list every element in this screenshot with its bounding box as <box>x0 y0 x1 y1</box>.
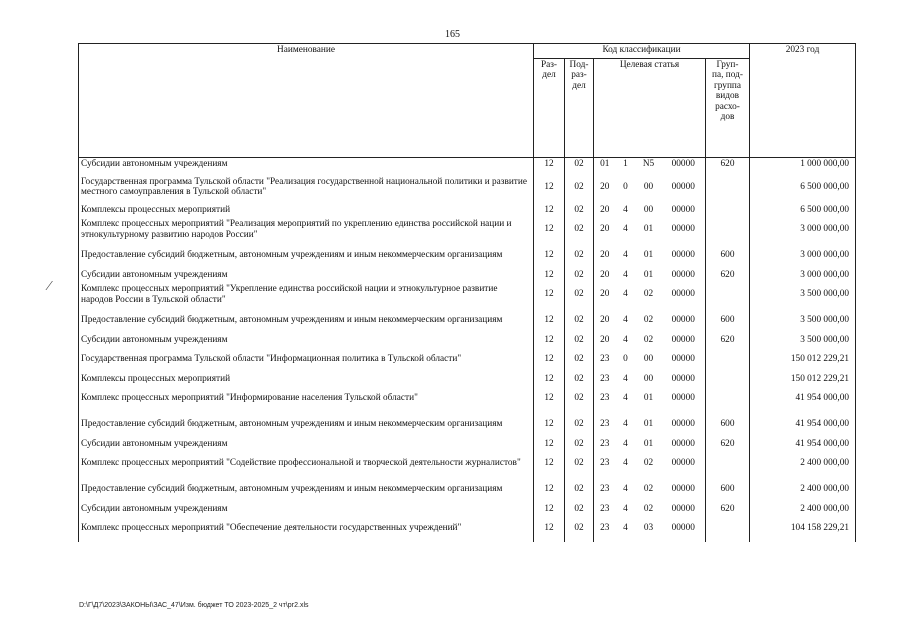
table-row <box>79 516 856 542</box>
row-target-type: 4 <box>623 419 628 430</box>
table-row <box>79 308 856 334</box>
row-target-type: 1 <box>623 159 628 170</box>
row-razdel: 12 <box>534 217 565 243</box>
table-row <box>79 386 856 412</box>
row-target-event: 02 <box>643 315 654 326</box>
row-amount: 6 500 000,00 <box>750 204 856 217</box>
row-razdel: 12 <box>534 451 565 477</box>
row-target-program: 23 <box>600 458 610 469</box>
row-amount: 2 400 000,00 <box>750 477 856 503</box>
row-target-type: 4 <box>623 393 628 404</box>
row-target-program: 23 <box>600 373 610 384</box>
table-row <box>79 438 856 451</box>
row-name: Комплекс процессных мероприятий "Обеспечение деятельности государственных учреждений" <box>79 516 534 542</box>
row-razdel: 12 <box>534 282 565 308</box>
row-podrazdel: 02 <box>565 477 594 503</box>
row-target-program: 20 <box>600 269 610 280</box>
row-expense-type <box>706 282 750 308</box>
row-target-program: 20 <box>600 224 610 235</box>
row-expense-type <box>706 386 750 412</box>
row-name: Субсидии автономным учреждениям <box>79 334 534 347</box>
row-expense-type <box>706 347 750 373</box>
row-target-event: 01 <box>643 419 654 430</box>
row-target-program: 20 <box>600 250 610 261</box>
row-expense-type: 620 <box>706 503 750 516</box>
row-target-type: 4 <box>623 315 628 326</box>
table-row <box>79 282 856 308</box>
row-target-event: 00 <box>643 354 654 365</box>
row-expense-type: 620 <box>706 269 750 282</box>
row-amount: 3 000 000,00 <box>750 269 856 282</box>
header-podrazdel: Под- раз- дел <box>565 59 594 158</box>
row-name: Комплекс процессных мероприятий "Реализация мероприятий по укреплению единства российской нации и этнокультурному развитию народов России" <box>79 217 534 243</box>
row-expense-type <box>706 451 750 477</box>
row-amount: 41 954 000,00 <box>750 412 856 438</box>
row-target-type: 0 <box>623 354 628 365</box>
row-name: Предоставление субсидий бюджетным, автономным учреждениям и иным некоммерческим организациям <box>79 412 534 438</box>
table-row <box>79 171 856 204</box>
row-razdel: 12 <box>534 503 565 516</box>
row-amount: 3 000 000,00 <box>750 217 856 243</box>
row-target-event: 02 <box>643 334 654 345</box>
row-razdel: 12 <box>534 438 565 451</box>
table-row <box>79 243 856 269</box>
row-amount: 3 500 000,00 <box>750 282 856 308</box>
row-expense-type: 600 <box>706 243 750 269</box>
row-target-program: 23 <box>600 484 610 495</box>
row-target-program: 01 <box>600 159 610 170</box>
row-target-direction: 00000 <box>671 438 695 449</box>
row-expense-type <box>706 373 750 386</box>
table-row <box>79 269 856 282</box>
row-target-direction: 00000 <box>671 159 695 170</box>
row-podrazdel: 02 <box>565 243 594 269</box>
row-razdel: 12 <box>534 386 565 412</box>
row-target-direction: 00000 <box>671 354 695 365</box>
row-target-type: 4 <box>623 250 628 261</box>
row-target-direction: 00000 <box>671 458 695 469</box>
row-target-program: 20 <box>600 181 610 192</box>
row-podrazdel: 02 <box>565 204 594 217</box>
row-podrazdel: 02 <box>565 334 594 347</box>
table-row <box>79 217 856 243</box>
row-target-event: N5 <box>642 159 655 170</box>
row-target-type: 4 <box>623 269 628 280</box>
table-row <box>79 347 856 373</box>
row-razdel: 12 <box>534 347 565 373</box>
row-target-direction: 00000 <box>671 393 695 404</box>
row-target-direction: 00000 <box>671 484 695 495</box>
header-target-article: Целевая статья <box>594 59 706 158</box>
row-expense-type <box>706 516 750 542</box>
page-number: 165 <box>445 29 460 40</box>
table-row <box>79 503 856 516</box>
row-target-type: 4 <box>623 458 628 469</box>
row-target-program: 23 <box>600 393 610 404</box>
row-razdel: 12 <box>534 334 565 347</box>
row-target-event: 00 <box>643 373 654 384</box>
row-podrazdel: 02 <box>565 438 594 451</box>
row-name: Предоставление субсидий бюджетным, автономным учреждениям и иным некоммерческим организациям <box>79 477 534 503</box>
row-amount: 3 000 000,00 <box>750 243 856 269</box>
row-target-type: 4 <box>623 438 628 449</box>
row-expense-type: 600 <box>706 477 750 503</box>
row-amount: 41 954 000,00 <box>750 386 856 412</box>
header-code-classification: Код классификации <box>534 44 750 59</box>
row-target-program: 20 <box>600 204 610 215</box>
row-target-type: 4 <box>623 334 628 345</box>
row-target-type: 4 <box>623 373 628 384</box>
row-expense-type: 620 <box>706 438 750 451</box>
row-expense-type <box>706 204 750 217</box>
row-podrazdel: 02 <box>565 503 594 516</box>
row-razdel: 12 <box>534 516 565 542</box>
row-amount: 150 012 229,21 <box>750 373 856 386</box>
row-razdel: 12 <box>534 243 565 269</box>
row-target-event: 01 <box>643 438 654 449</box>
row-target-direction: 00000 <box>671 373 695 384</box>
row-razdel: 12 <box>534 308 565 334</box>
row-target-type: 4 <box>623 484 628 495</box>
row-amount: 2 400 000,00 <box>750 451 856 477</box>
row-amount: 3 500 000,00 <box>750 334 856 347</box>
row-expense-type <box>706 171 750 204</box>
table-row <box>79 451 856 477</box>
row-target-type: 4 <box>623 503 628 514</box>
header-expense-type: Груп- па, под- группа видов расхо- дов <box>706 59 750 158</box>
margin-handwritten-mark: ⁄ <box>48 279 51 294</box>
header-year: 2023 год <box>750 44 856 158</box>
row-podrazdel: 02 <box>565 282 594 308</box>
row-amount: 3 500 000,00 <box>750 308 856 334</box>
row-podrazdel: 02 <box>565 269 594 282</box>
row-name: Предоставление субсидий бюджетным, автономным учреждениям и иным некоммерческим организациям <box>79 308 534 334</box>
row-expense-type <box>706 217 750 243</box>
row-amount: 150 012 229,21 <box>750 347 856 373</box>
row-target-event: 02 <box>643 289 654 300</box>
row-target-direction: 00000 <box>671 181 695 192</box>
row-target-event: 01 <box>643 224 654 235</box>
row-podrazdel: 02 <box>565 451 594 477</box>
row-target-direction: 00000 <box>671 224 695 235</box>
row-razdel: 12 <box>534 171 565 204</box>
row-razdel: 12 <box>534 269 565 282</box>
row-target-program: 23 <box>600 419 610 430</box>
row-podrazdel: 02 <box>565 158 594 171</box>
row-target-event: 01 <box>643 269 654 280</box>
row-target-event: 01 <box>643 393 654 404</box>
row-target-type: 4 <box>623 204 628 215</box>
row-target-program: 23 <box>600 503 610 514</box>
row-target-event: 01 <box>643 250 654 261</box>
row-expense-type: 620 <box>706 158 750 171</box>
row-podrazdel: 02 <box>565 386 594 412</box>
row-name: Комплекс процессных мероприятий "Информирование населения Тульской области" <box>79 386 534 412</box>
row-podrazdel: 02 <box>565 412 594 438</box>
row-name: Предоставление субсидий бюджетным, автономным учреждениям и иным некоммерческим организациям <box>79 243 534 269</box>
row-razdel: 12 <box>534 158 565 171</box>
row-name: Комплекс процессных мероприятий "Укрепление единства российской нации и этнокультурное развитие народов России в Тульской области" <box>79 282 534 308</box>
row-target-direction: 00000 <box>671 269 695 280</box>
row-amount: 6 500 000,00 <box>750 171 856 204</box>
row-target-direction: 00000 <box>671 503 695 514</box>
row-target-event: 03 <box>643 523 654 534</box>
table-row <box>79 373 856 386</box>
row-target-direction: 00000 <box>671 204 695 215</box>
row-target-direction: 00000 <box>671 523 695 534</box>
row-podrazdel: 02 <box>565 347 594 373</box>
row-podrazdel: 02 <box>565 171 594 204</box>
row-target-program: 23 <box>600 438 610 449</box>
header-name: Наименование <box>79 44 534 158</box>
row-target-direction: 00000 <box>671 289 695 300</box>
row-target-event: 02 <box>643 484 654 495</box>
row-amount: 2 400 000,00 <box>750 503 856 516</box>
row-name: Комплексы процессных мероприятий <box>79 204 534 217</box>
row-name: Субсидии автономным учреждениям <box>79 158 534 171</box>
row-target-program: 20 <box>600 315 610 326</box>
row-name: Субсидии автономным учреждениям <box>79 503 534 516</box>
table-row <box>79 334 856 347</box>
row-target-type: 4 <box>623 523 628 534</box>
row-amount: 41 954 000,00 <box>750 438 856 451</box>
row-amount: 1 000 000,00 <box>750 158 856 171</box>
row-podrazdel: 02 <box>565 217 594 243</box>
budget-table <box>78 43 856 542</box>
row-target-direction: 00000 <box>671 419 695 430</box>
row-target-direction: 00000 <box>671 315 695 326</box>
row-razdel: 12 <box>534 477 565 503</box>
row-target-program: 20 <box>600 334 610 345</box>
row-target-event: 02 <box>643 503 654 514</box>
row-target-direction: 00000 <box>671 334 695 345</box>
table-row <box>79 204 856 217</box>
row-razdel: 12 <box>534 204 565 217</box>
row-target-type: 0 <box>623 181 628 192</box>
row-expense-type: 600 <box>706 412 750 438</box>
row-target-event: 00 <box>643 181 654 192</box>
table-row <box>79 158 856 171</box>
table-row <box>79 412 856 438</box>
row-name: Комплексы процессных мероприятий <box>79 373 534 386</box>
row-razdel: 12 <box>534 373 565 386</box>
row-target-program: 23 <box>600 354 610 365</box>
row-target-program: 20 <box>600 289 610 300</box>
row-target-type: 4 <box>623 224 628 235</box>
table-row <box>79 477 856 503</box>
header-razdel: Раз- дел <box>534 59 565 158</box>
footer-file-path: D:\Г\Д7\2023\ЗАКОНЫ\ЗАС_47\Изм. бюджет ТО 2023-2025_2 чт\рг2.xls <box>79 602 309 609</box>
row-name: Государственная программа Тульской области "Реализация государственной национальной политики и развитие местного самоуправления в Тульской области" <box>79 171 534 204</box>
row-target-event: 02 <box>643 458 654 469</box>
row-podrazdel: 02 <box>565 308 594 334</box>
row-target-event: 00 <box>643 204 654 215</box>
row-name: Субсидии автономным учреждениям <box>79 269 534 282</box>
row-razdel: 12 <box>534 412 565 438</box>
row-expense-type: 620 <box>706 334 750 347</box>
row-amount: 104 158 229,21 <box>750 516 856 542</box>
row-podrazdel: 02 <box>565 516 594 542</box>
row-target-direction: 00000 <box>671 250 695 261</box>
row-expense-type: 600 <box>706 308 750 334</box>
row-name: Государственная программа Тульской области "Информационная политика в Тульской области" <box>79 347 534 373</box>
row-target-program: 23 <box>600 523 610 534</box>
row-name: Субсидии автономным учреждениям <box>79 438 534 451</box>
row-target-type: 4 <box>623 289 628 300</box>
row-podrazdel: 02 <box>565 373 594 386</box>
row-name: Комплекс процессных мероприятий "Содействие профессиональной и творческой деятельности журналистов" <box>79 451 534 477</box>
